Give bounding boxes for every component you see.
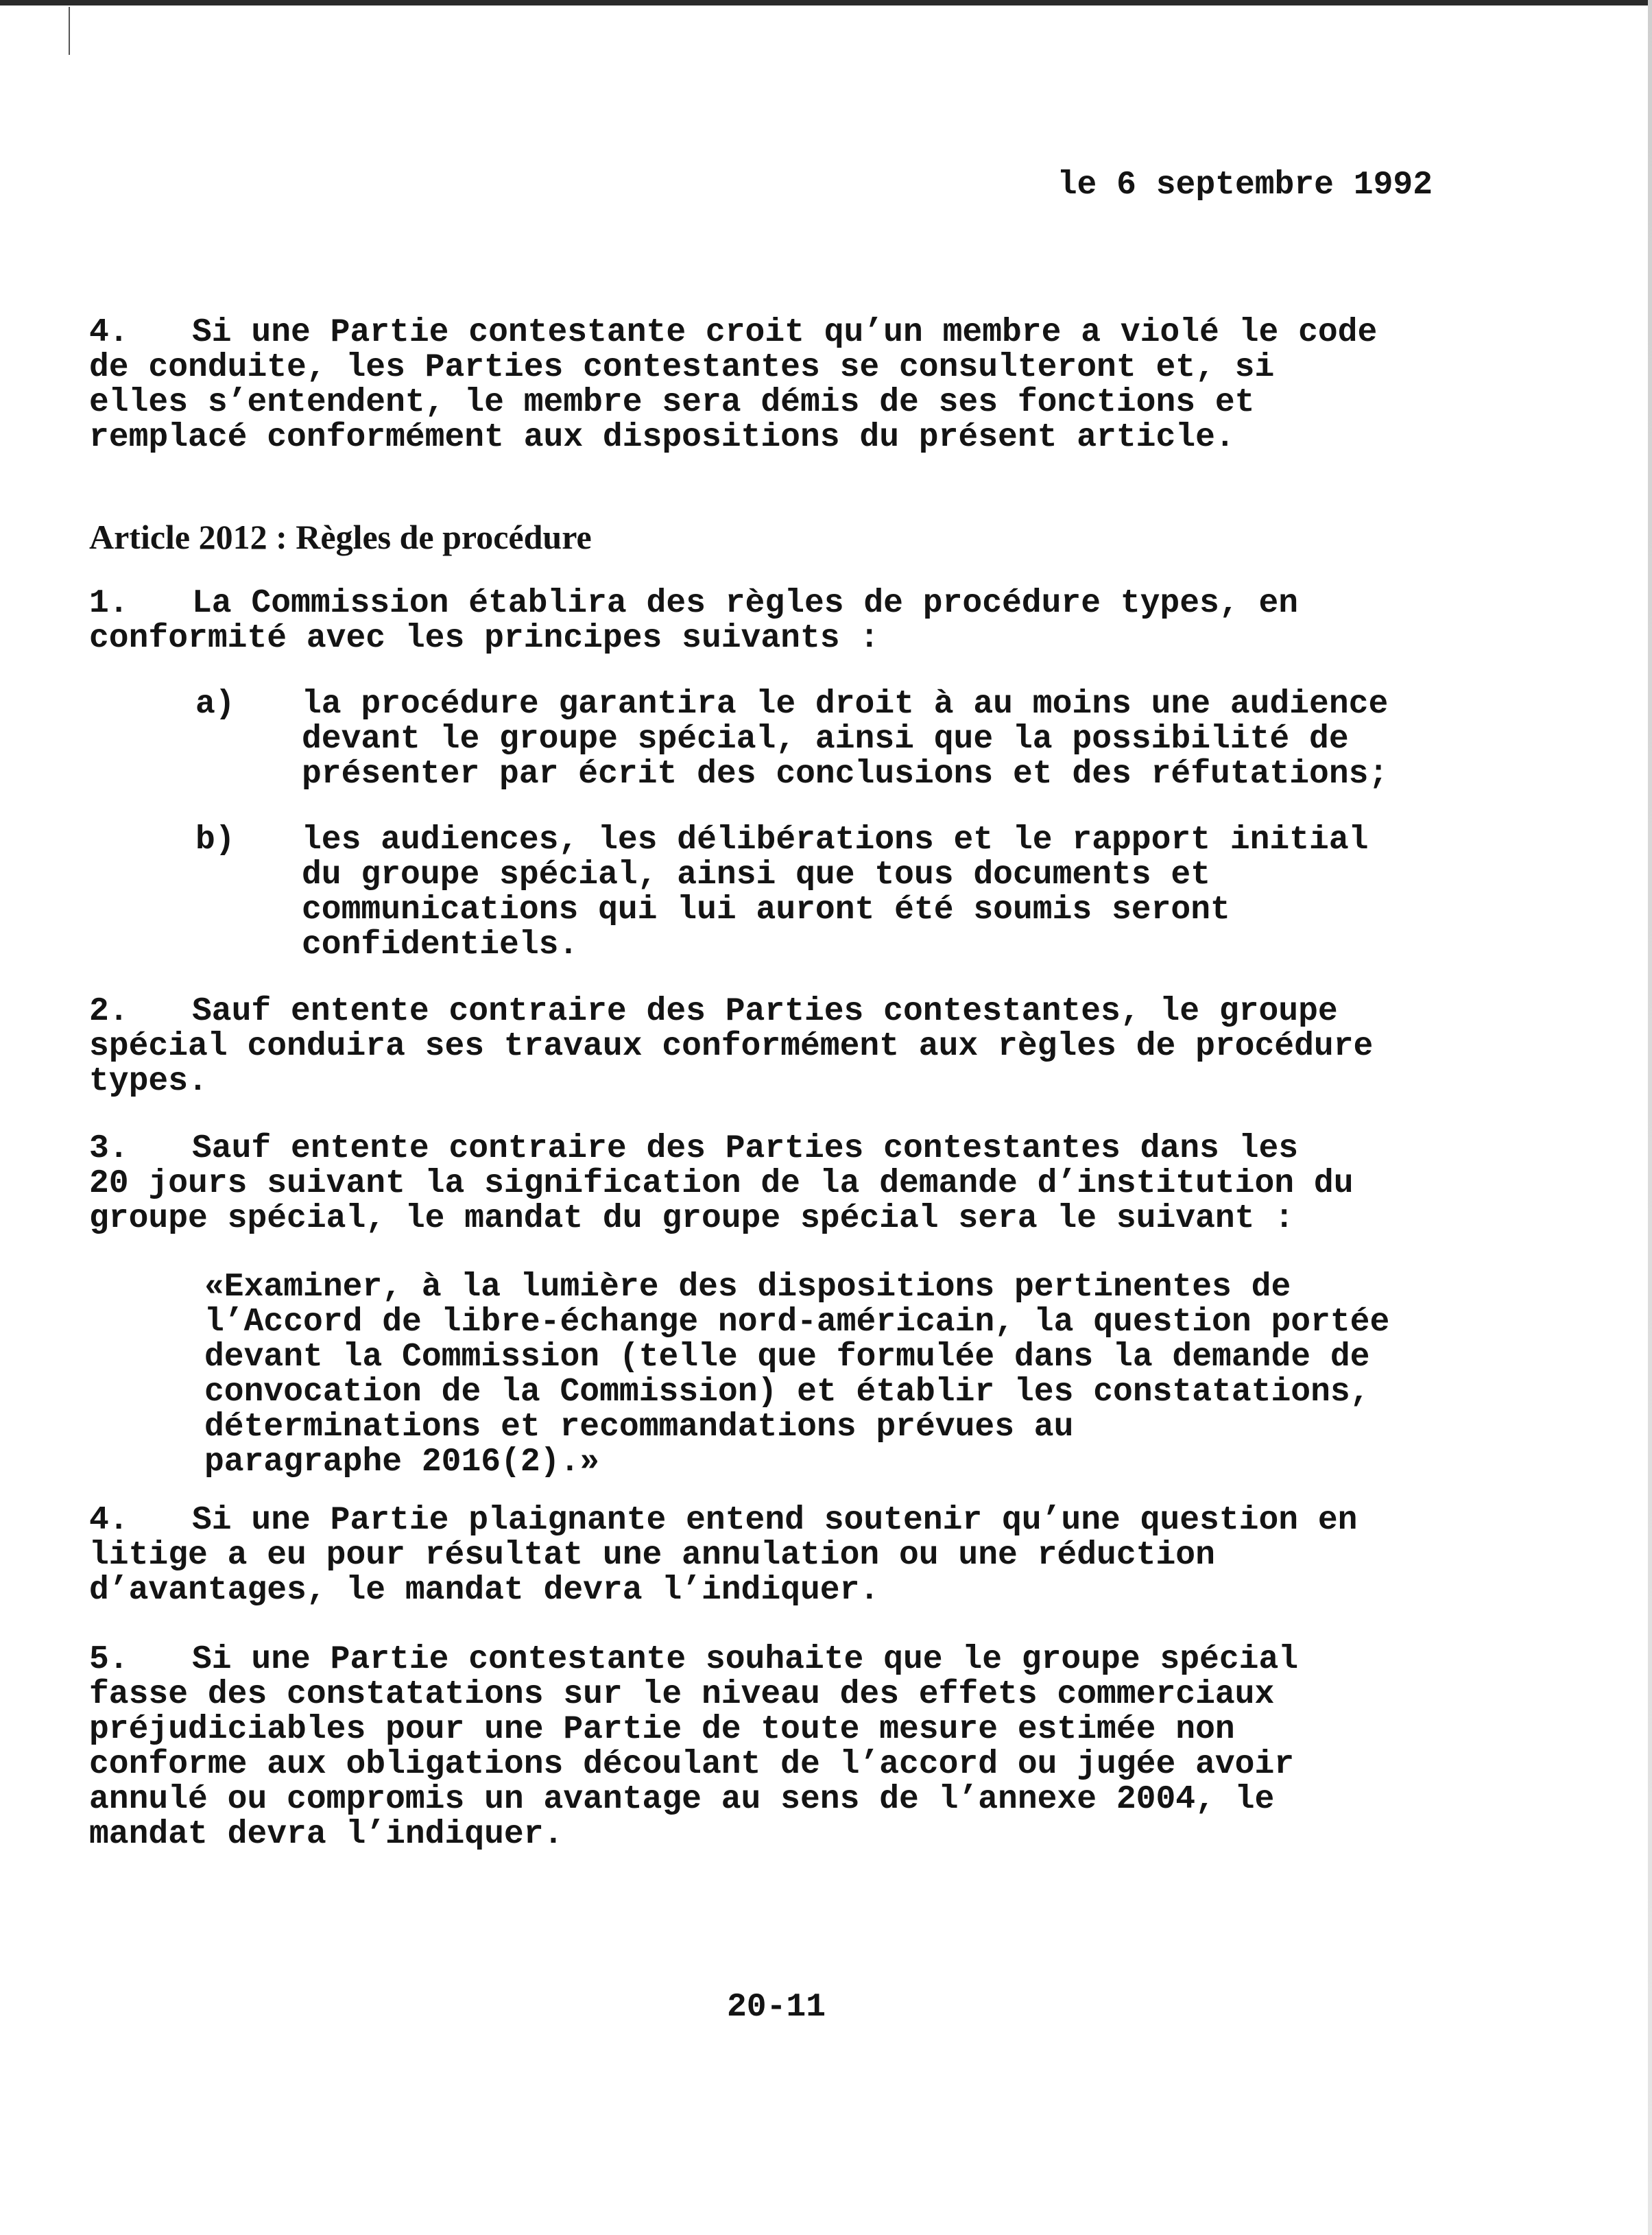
paragraph-text: La Commission établira des règles de procédure types, en conformité avec les principes suivants : xyxy=(89,585,1299,657)
paragraph-text: Sauf entente contraire des Parties contestantes dans les 20 jours suivant la signification de la demande d’institution du groupe spécial, le mandat du groupe spécial sera le suivant : xyxy=(89,1130,1354,1237)
paragraph-text: Si une Partie plaignante entend soutenir qu’une question en litige a eu pour résultat une annulation ou une réduction d’avantages, le mandat devra l’indiquer. xyxy=(89,1502,1358,1609)
paragraph-number: 2. xyxy=(89,993,129,1030)
page-number: 20-11 xyxy=(727,1989,826,2026)
document-date: le 6 septembre 1992 xyxy=(1057,167,1433,204)
paragraph-number: 1. xyxy=(89,585,129,622)
paragraph-2 xyxy=(89,994,1461,1099)
paragraph-3 xyxy=(89,1132,1461,1236)
paragraph-text: Si une Partie contestante croit qu’un membre a violé le code de conduite, les Parties contestantes se consulteront et, si elles s’entendent, le membre sera démis de ses fonctions et remplacé conformément aux dispositions du présent article. xyxy=(89,314,1378,456)
mandate-quote: «Examiner, à la lumière des dispositions pertinentes de l’Accord de libre-échange nord-américain, la question portée devant la Commission (telle que formulée dans la demande de convocation de la Commission) et établir les constatations, déterminations et recommandations prévues au paragraphe 2016(2).» xyxy=(204,1269,1390,1481)
paragraph-1 xyxy=(89,586,1461,656)
list-item-text: la procédure garantira le droit à au moins une audience devant le groupe spécial, ainsi que la possibilité de présenter par écrit des conclusions et des réfutations; xyxy=(302,686,1389,793)
list-item-label: b) xyxy=(195,822,235,859)
paragraph-text: Sauf entente contraire des Parties contestantes, le groupe spécial conduira ses travaux conformément aux règles de procédure types. xyxy=(89,993,1374,1100)
paragraph-4 xyxy=(89,1503,1461,1608)
list-item-text: les audiences, les délibérations et le rapport initial du groupe spécial, ainsi que tous documents et communications qui lui auront été soumis seront confidentiels. xyxy=(302,822,1369,964)
article-heading: Article 2012 : Règles de procédure xyxy=(89,518,592,556)
paragraph-4-conduct xyxy=(89,315,1461,455)
paragraph-number: 4. xyxy=(89,314,129,351)
list-item-label: a) xyxy=(195,686,235,723)
paragraph-number: 3. xyxy=(89,1130,129,1167)
paragraph-text: Si une Partie contestante souhaite que le groupe spécial fasse des constatations sur le niveau des effets commerciaux préjudiciables pour une Partie de toute mesure estimée non conforme aux obligations découlant de l’accord ou jugée avoir annulé ou compromis un avantage au sens de l’annexe 2004, le mandat devra l’indiquer. xyxy=(89,1641,1299,1853)
paragraph-5 xyxy=(89,1642,1461,1852)
paragraph-number: 5. xyxy=(89,1641,129,1678)
paragraph-number: 4. xyxy=(89,1502,129,1539)
